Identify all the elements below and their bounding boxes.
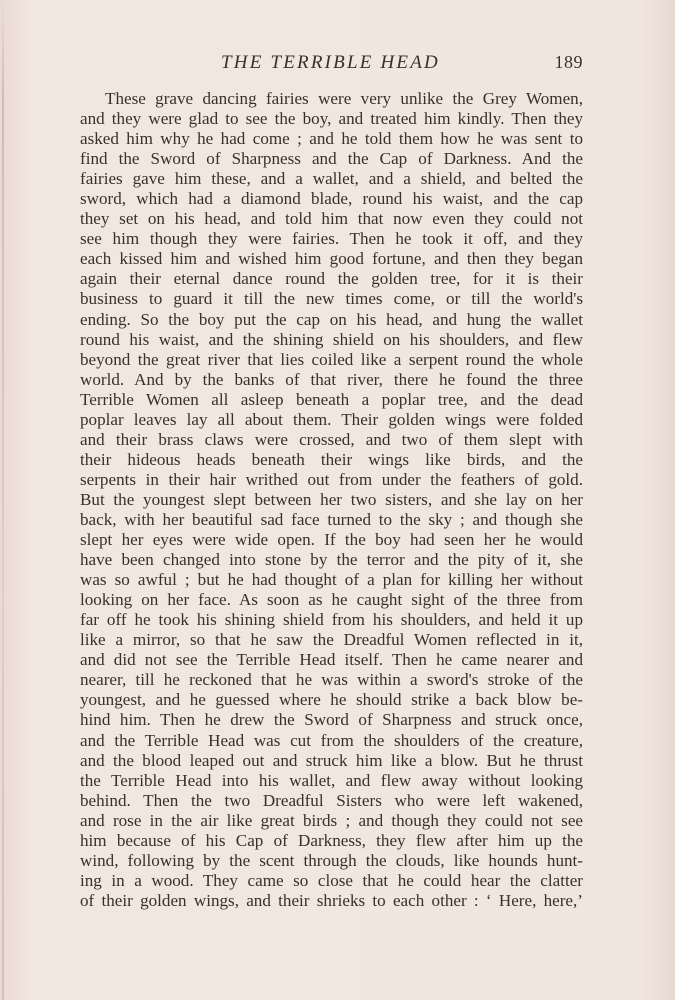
text-line: each kissed him and wished him good fortune, and then they began (80, 249, 583, 269)
text-line: behind. Then the two Dreadful Sisters who were left wakened, (80, 790, 583, 810)
text-line: fairies gave him these, and a wallet, and a shield, and belted the (80, 169, 583, 189)
text-line: slept her eyes were wide open. If the boy had seen her he would (80, 530, 583, 550)
text-line: and the blood leaped out and struck him like a blow. But he thrust (80, 750, 583, 770)
text-line: youngest, and he guessed where he should strike a back blow be- (80, 690, 583, 710)
page-number: 189 (554, 52, 583, 72)
text-line: ending. So the boy put the cap on his head, and hung the wallet (80, 309, 583, 329)
text-line: they set on his head, and told him that now even they could not (80, 209, 583, 229)
text-line: round his waist, and the shining shield on his shoulders, and flew (80, 329, 583, 349)
running-head (78, 52, 583, 76)
text-line: business to guard it till the new times come, or till the world's (80, 289, 583, 309)
text-line: find the Sword of Sharpness and the Cap of Darkness. And the (80, 149, 583, 169)
text-line: These grave dancing fairies were very unlike the Grey Women, (105, 89, 583, 108)
text-line: serpents in their hair writhed out from under the feathers of gold. (80, 469, 583, 489)
text-line: back, with her beautiful sad face turned to the sky ; and though she (80, 509, 583, 529)
text-line: wind, following by the scent through the clouds, like hounds hunt- (80, 850, 583, 870)
text-line: see him though they were fairies. Then he took it off, and they (80, 229, 583, 249)
text-line: have been changed into stone by the terror and the pity of it, she (80, 550, 583, 570)
running-title: THE TERRIBLE HEAD (221, 52, 440, 73)
text-line: and their brass claws were crossed, and two of them slept with (80, 429, 583, 449)
text-line: asked him why he had come ; and he told them how he was sent to (80, 129, 583, 149)
text-line: ing in a wood. They came so close that he could hear the clatter (80, 870, 583, 890)
text-line: nearer, till he reckoned that he was within a sword's stroke of the (80, 670, 583, 690)
body-text (80, 89, 583, 911)
text-line: their hideous heads beneath their wings like birds, and the (80, 449, 583, 469)
text-line: and did not see the Terrible Head itself. Then he came nearer and (80, 650, 583, 670)
text-line: and the Terrible Head was cut from the shoulders of the creature, (80, 730, 583, 750)
text-line: like a mirror, so that he saw the Dreadful Women reflected in it, (80, 630, 583, 650)
text-line: Terrible Women all asleep beneath a poplar tree, and the dead (80, 389, 583, 409)
text-line: sword, which had a diamond blade, round his waist, and the cap (80, 189, 583, 209)
text-line: world. And by the banks of that river, there he found the three (80, 369, 583, 389)
text-line: of their golden wings, and their shrieks to each other : ‘ Here, here,’ (80, 890, 583, 910)
text-line: hind him. Then he drew the Sword of Sharpness and struck once, (80, 710, 583, 730)
page-gutter-edge (2, 0, 4, 1000)
text-line: beyond the great river that lies coiled like a serpent round the whole (80, 349, 583, 369)
text-line: again their eternal dance round the golden tree, for it is their (80, 269, 583, 289)
text-line: poplar leaves lay all about them. Their golden wings were folded (80, 409, 583, 429)
text-line: him because of his Cap of Darkness, they flew after him up the (80, 830, 583, 850)
text-line: and they were glad to see the boy, and treated him kindly. Then they (80, 109, 583, 129)
text-line: But the youngest slept between her two sisters, and she lay on her (80, 489, 583, 509)
text-line: was so awful ; but he had thought of a plan for killing her without (80, 570, 583, 590)
text-line: and rose in the air like great birds ; and though they could not see (80, 810, 583, 830)
text-line: far off he took his shining shield from his shoulders, and held it up (80, 610, 583, 630)
text-line: looking on her face. As soon as he caught sight of the three from (80, 590, 583, 610)
text-line: the Terrible Head into his wallet, and flew away without looking (80, 770, 583, 790)
